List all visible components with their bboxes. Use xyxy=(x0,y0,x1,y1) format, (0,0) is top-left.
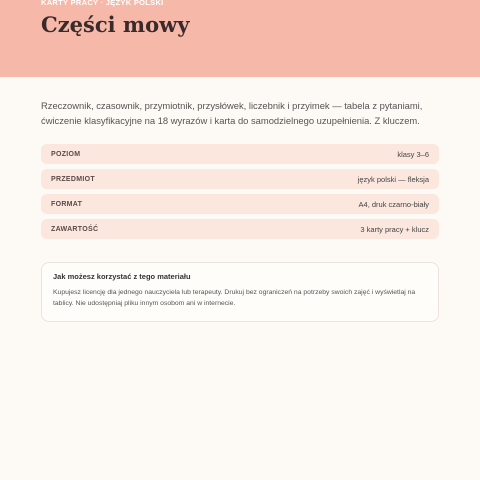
spec-row-level xyxy=(41,144,439,164)
spec-label: FORMAT xyxy=(51,200,83,208)
spec-label: POZIOM xyxy=(51,150,81,158)
spec-value: język polski — fleksja xyxy=(357,174,429,184)
spec-row-contents xyxy=(41,219,439,239)
category-eyebrow: KARTY PRACY · JĘZYK POLSKI xyxy=(41,0,164,7)
spec-value: 3 karty pracy + klucz xyxy=(360,224,429,234)
spec-list xyxy=(41,144,439,244)
spec-row-format xyxy=(41,194,439,214)
spec-label: ZAWARTOŚĆ xyxy=(51,225,99,233)
spec-value: A4, druk czarno-biały xyxy=(358,199,429,209)
license-text: Kupujesz licencję dla jednego nauczyciela lub terapeuty. Drukuj bez ograniczeń na potrzeby swoich zajęć i wyświetlaj na tablicy. Nie udostępniaj pliku innym osobom ani w internecie. xyxy=(53,289,416,307)
spec-label: PRZEDMIOT xyxy=(51,175,95,183)
product-description: Rzeczownik, czasownik, przymiotnik, przysłówek, liczebnik i przyimek — tabela z pytaniami, ćwiczenie klasyfikacyjne na 18 wyrazów i karta do samodzielnego uzupełnienia. Z kluczem. xyxy=(41,100,423,126)
spec-value: klasy 3–6 xyxy=(397,149,429,159)
spec-row-subject xyxy=(41,169,439,189)
page-title: Części mowy xyxy=(41,12,190,37)
license-title: Jak możesz korzystać z tego materiału xyxy=(53,272,191,281)
header-banner xyxy=(0,0,480,77)
license-card xyxy=(41,262,439,322)
